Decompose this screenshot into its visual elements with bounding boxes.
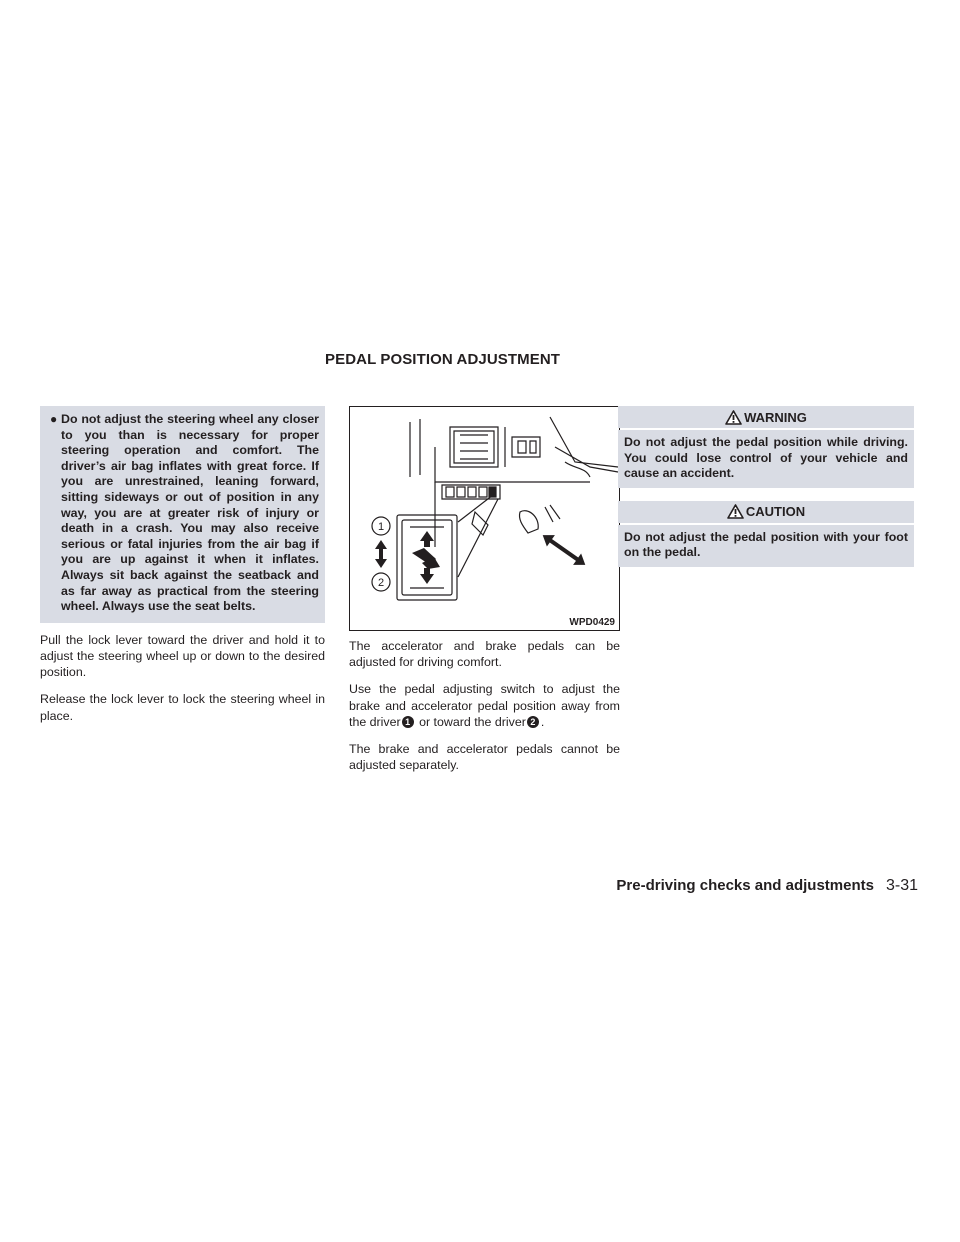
warning-header [618, 406, 914, 428]
page-footer [616, 877, 918, 895]
number-2-icon: 2 [527, 716, 539, 728]
pedal-switch-figure [349, 406, 620, 631]
caution-text: Do not adjust the pedal position with your foot on the pedal. [618, 525, 914, 567]
bullet: ● [50, 412, 58, 426]
warning-triangle-icon [727, 504, 744, 519]
callout-1: 1 [377, 521, 385, 533]
pedal-switch-illustration [350, 407, 619, 630]
caution-header [618, 501, 914, 523]
paragraph-lock-lever: Pull the lock lever toward the driver and hold it to adjust the steering wheel up or down to the desired position. [40, 632, 325, 680]
footer-section-title: Pre-driving checks and adjustments [616, 877, 874, 894]
caution-title: CAUTION [745, 504, 806, 520]
number-1-icon: 1 [402, 716, 414, 728]
text-segment: or toward the driver [415, 714, 526, 729]
paragraph-pedals-separate: The brake and accelerator pedals cannot be adjusted separately. [349, 742, 620, 773]
middle-column [349, 406, 620, 784]
left-column [40, 406, 325, 735]
caution-block [618, 501, 914, 567]
right-column [618, 406, 914, 580]
page-number: 3-31 [885, 877, 918, 894]
section-title: PEDAL POSITION ADJUSTMENT [325, 351, 561, 368]
figure-code: WPD0429 [569, 617, 615, 628]
text-segment: . [540, 714, 545, 729]
paragraph-use-switch [349, 681, 620, 730]
warning-block [618, 406, 914, 488]
steering-warning-text: Do not adjust the steering wheel any closer to you than is necessary for proper steering operation and comfort. The driver’s air bag inflates with great force. If you are unrestrained, leaning forward, sitting sideways or out of position in any way, you are at greater risk of injury or death in a crash. You may also receive serious or fatal injuries from the air bag if you are up against it when it inflates. Always sit back against the seatback and as far away as practical from the steering wheel. Always use the seat belts. [61, 412, 319, 614]
paragraph-adjust-comfort: The accelerator and brake pedals can be adjusted for driving comfort. [349, 639, 620, 670]
warning-bullet-item [50, 412, 319, 615]
steering-warning-box [40, 406, 325, 623]
text-segment: Use the pedal adjusting switch to adjust the brake and accelerator pedal position away from the driver [349, 682, 620, 729]
warning-text: Do not adjust the pedal position while driving. You could lose control of your vehicle and cause an accident. [618, 430, 914, 488]
callout-2: 2 [377, 577, 385, 589]
warning-title: WARNING [744, 409, 807, 425]
warning-triangle-icon [725, 410, 742, 425]
paragraph-release-lever: Release the lock lever to lock the steering wheel in place. [40, 692, 325, 723]
